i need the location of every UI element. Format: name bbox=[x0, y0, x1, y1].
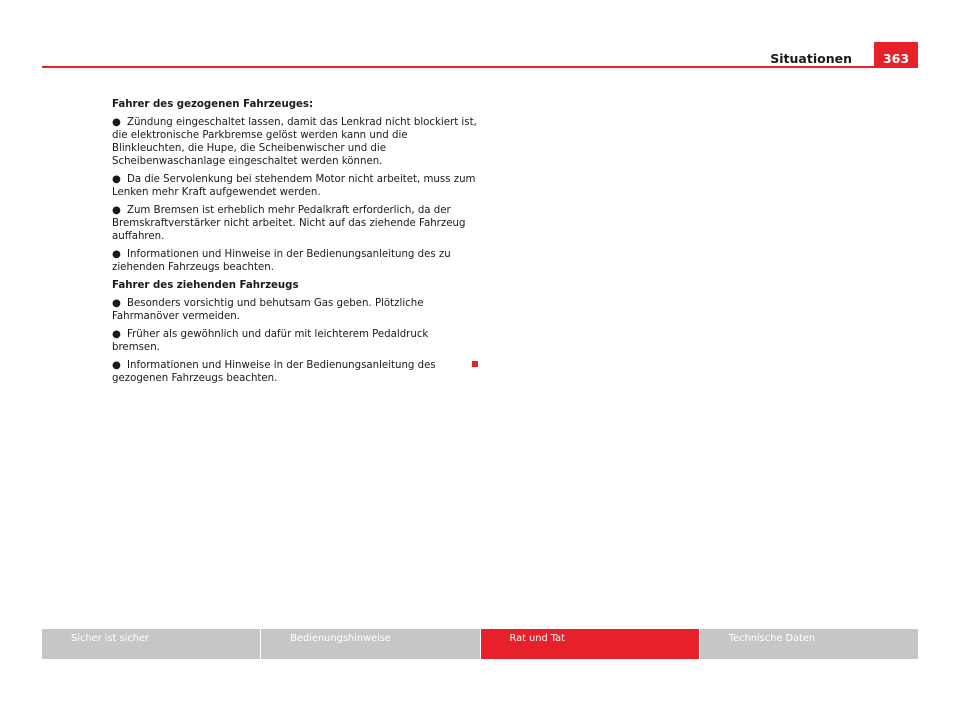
list-item-text: Zündung eingeschaltet lassen, damit das Lenkrad nicht blockiert ist, die elektronische Parkbremse gelöst werden kann und die Blinkleuchten, die Hupe, die Scheibenwischer und die Scheibenwaschanlage eingeschaltet werden können. bbox=[112, 117, 477, 167]
list-item-text: Informationen und Hinweise in der Bedienungsanleitung des gezogenen Fahrzeugs beachten. bbox=[112, 360, 436, 384]
list-item-text: Zum Bremsen ist erheblich mehr Pedalkraft erforderlich, da der Bremskraftverstärker nicht arbeitet. Nicht auf das ziehende Fahrzeug auffahren. bbox=[112, 205, 466, 242]
footer-tab-rat-und-tat[interactable]: Rat und Tat bbox=[481, 629, 700, 659]
list-item bbox=[112, 328, 478, 354]
bullet-icon: ● bbox=[112, 117, 121, 128]
section-heading: Fahrer des ziehenden Fahrzeugs bbox=[112, 280, 299, 291]
page-number: 363 bbox=[874, 42, 918, 68]
footer-tab-sicher-ist-sicher[interactable]: Sicher ist sicher bbox=[42, 629, 261, 659]
list-item bbox=[112, 173, 478, 199]
footer-tab-technische-daten[interactable]: Technische Daten bbox=[700, 629, 918, 659]
page-content bbox=[112, 98, 478, 390]
header-rule bbox=[42, 66, 918, 68]
bullet-icon: ● bbox=[112, 298, 121, 309]
page-title: Situationen bbox=[770, 51, 852, 66]
list-item bbox=[112, 204, 478, 243]
footer-tab-bedienungshinweise[interactable]: Bedienungshinweise bbox=[261, 629, 480, 659]
bullet-icon: ● bbox=[112, 329, 121, 340]
list-item bbox=[112, 359, 478, 385]
list-item-text: Informationen und Hinweise in der Bedienungsanleitung des zu ziehenden Fahrzeugs beachten. bbox=[112, 249, 451, 273]
section-heading: Fahrer des gezogenen Fahrzeuges: bbox=[112, 99, 314, 110]
list-item bbox=[112, 297, 478, 323]
bullet-icon: ● bbox=[112, 205, 121, 216]
bullet-icon: ● bbox=[112, 249, 121, 260]
list-item-text: Da die Servolenkung bei stehendem Motor nicht arbeitet, muss zum Lenken mehr Kraft aufgewendet werden. bbox=[112, 174, 476, 198]
bullet-icon: ● bbox=[112, 174, 121, 185]
footer-nav bbox=[42, 629, 918, 659]
list-item bbox=[112, 248, 478, 274]
bullet-icon: ● bbox=[112, 360, 121, 371]
list-item-text: Besonders vorsichtig und behutsam Gas geben. Plötzliche Fahrmanöver vermeiden. bbox=[112, 298, 424, 322]
list-item bbox=[112, 116, 478, 168]
list-item-text: Früher als gewöhnlich und dafür mit leichterem Pedaldruck bremsen. bbox=[112, 329, 429, 353]
section-end-square-icon bbox=[472, 361, 478, 367]
